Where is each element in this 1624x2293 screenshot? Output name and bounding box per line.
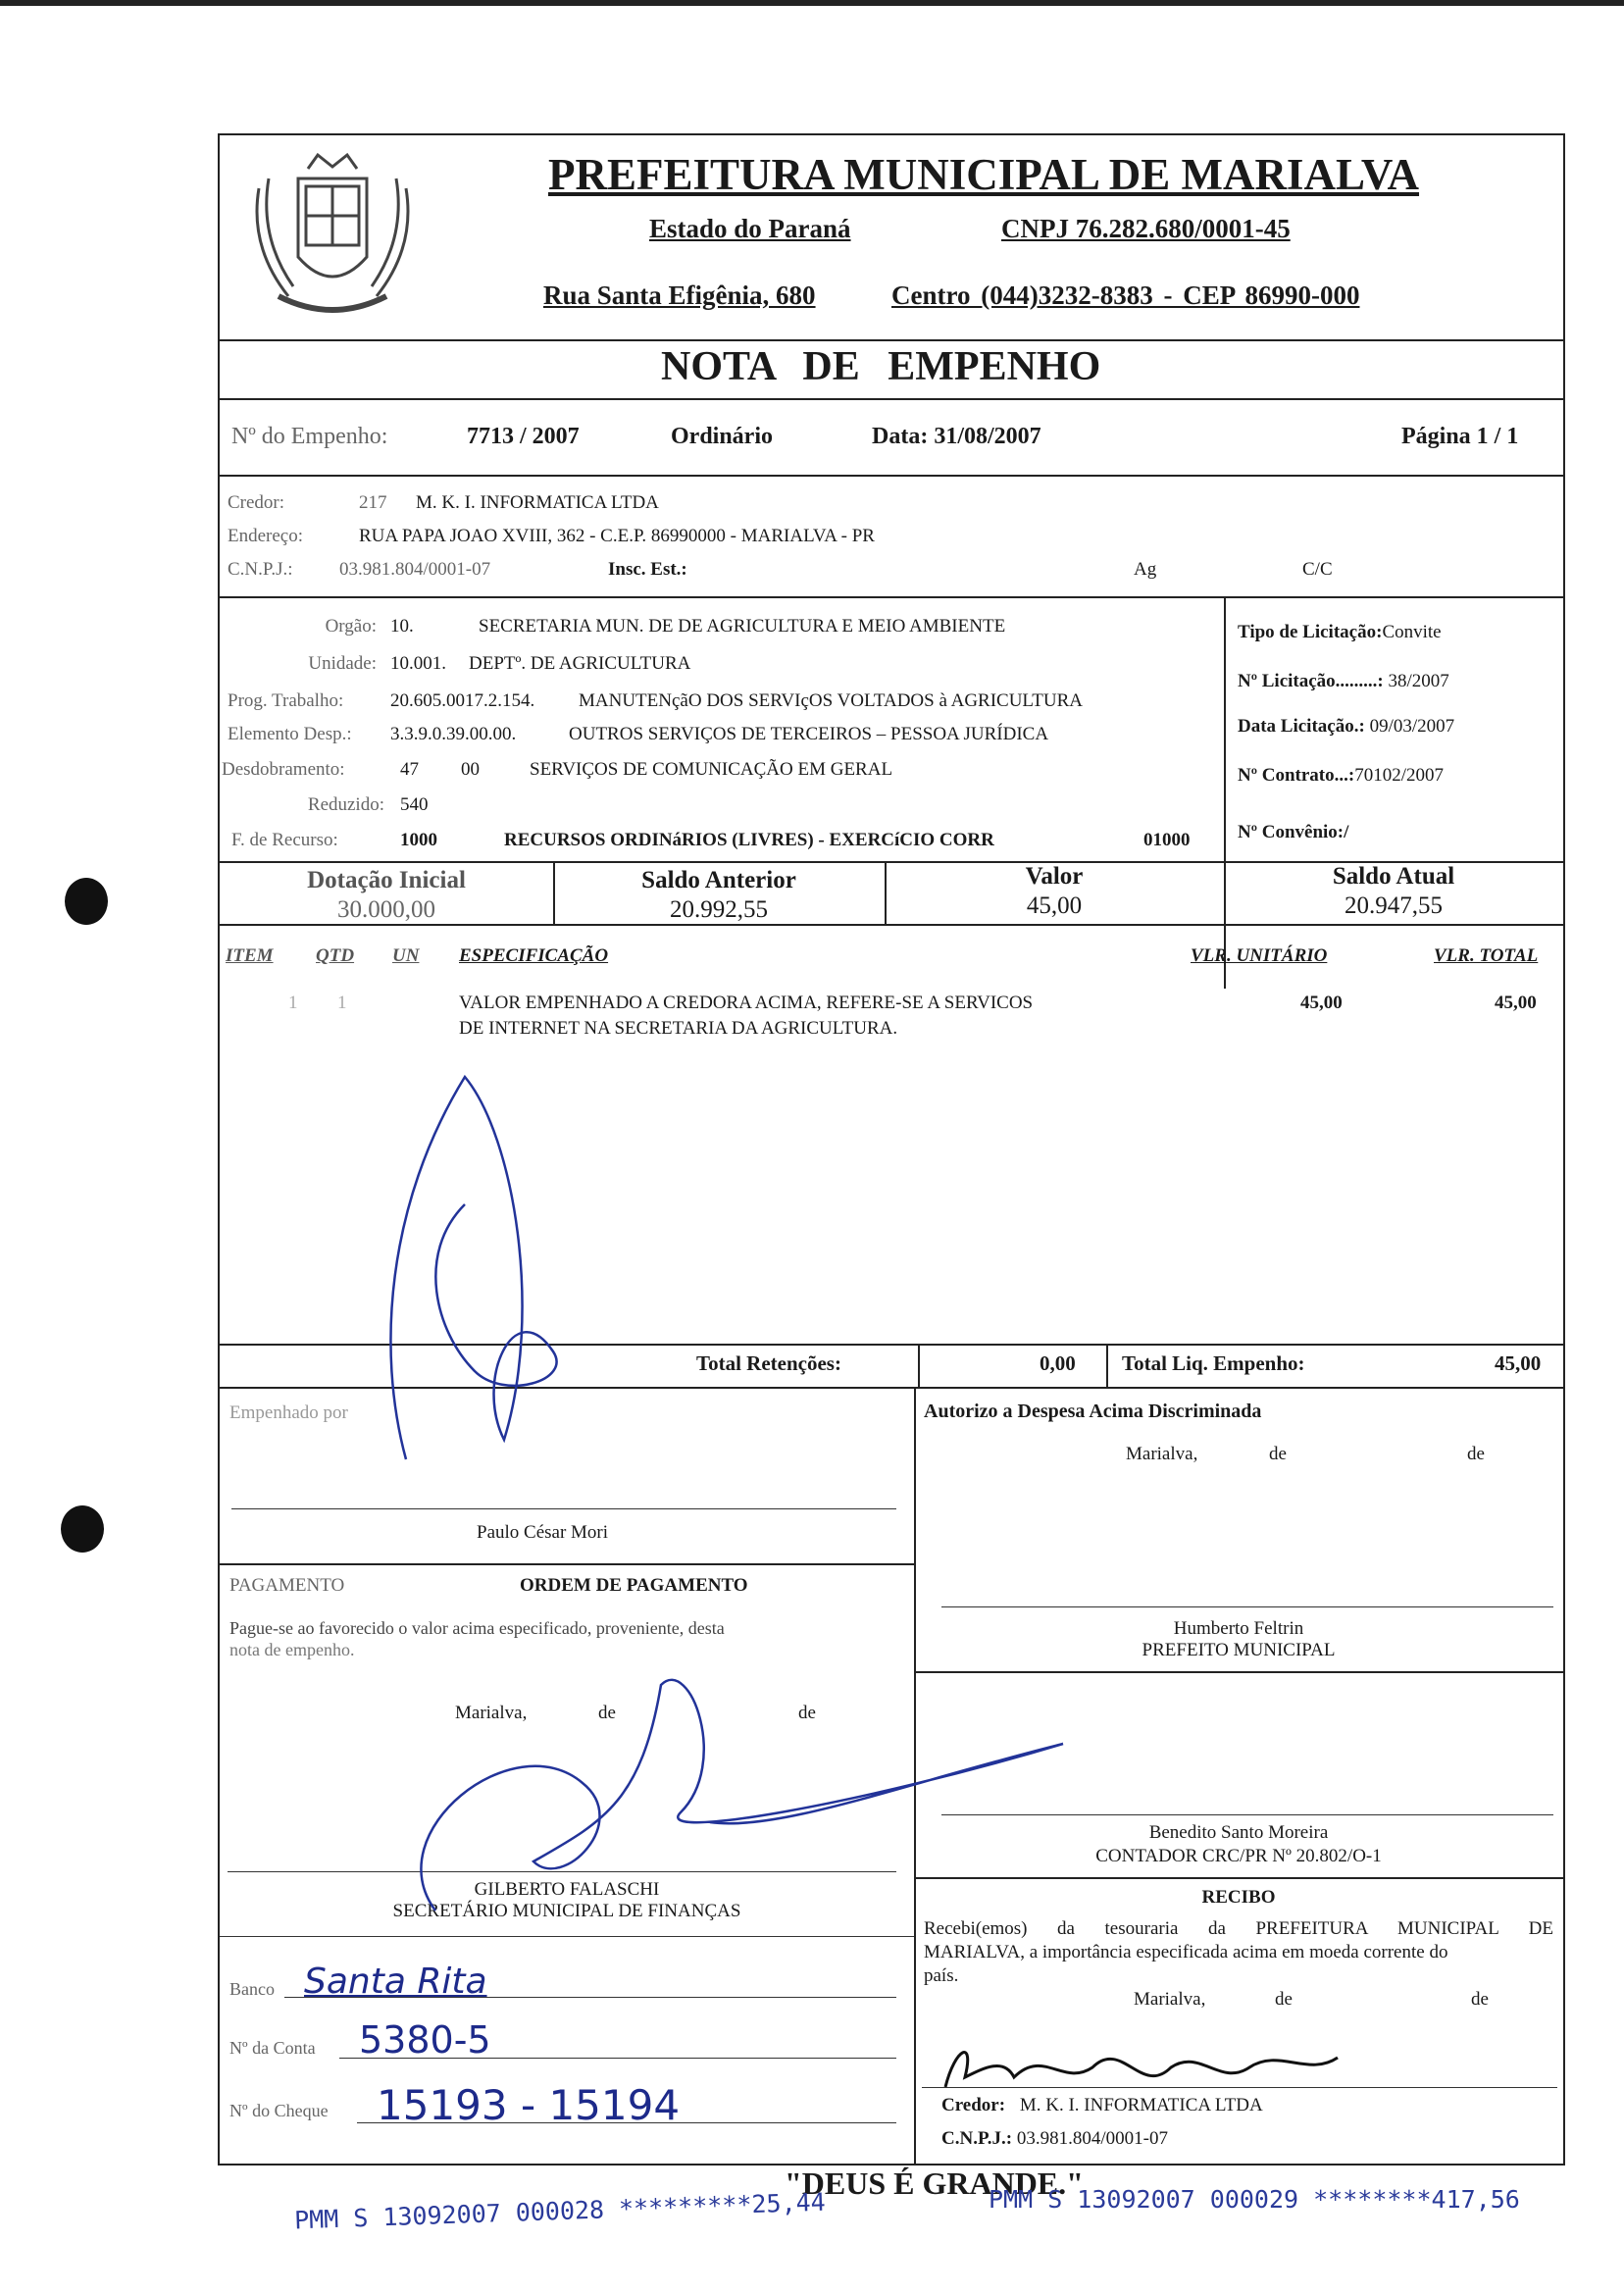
autorizo-de-1: de [1269,1444,1287,1464]
saldo-atual-value: 20.947,55 [1345,892,1443,919]
saldo-anterior-value: 20.992,55 [670,896,768,923]
num-licitacao [1238,671,1449,692]
saldo-atual-label: Saldo Atual [1332,863,1455,890]
autorizo-city: Marialva, [1126,1444,1198,1464]
desdobramento-code-1: 47 [400,759,419,780]
prog-label: Prog. Trabalho: [228,690,344,711]
total-retencoes-value: 0,00 [1040,1351,1076,1375]
empenho-type: Ordinário [671,424,774,449]
payment-stamp-2: PMM S 13092007 000029 ********417,56 [989,2185,1520,2214]
orgao-label: Orgão: [325,616,377,637]
pagamento-text-1: Pague-se ao favorecido o valor acima especificado, proveniente, desta [229,1618,725,1638]
autorizo-de-2: de [1467,1444,1485,1464]
recibo-cnpj-value: 03.981.804/0001-07 [1016,2128,1168,2149]
recibo-text-3: país. [924,1965,959,1986]
header-address: Rua Santa Efigênia, 680 [543,280,816,310]
data-licitacao-value: 09/03/2007 [1369,716,1455,737]
total-retencoes-label: Total Retenções: [696,1351,841,1375]
prog-code: 20.605.0017.2.154. [390,690,535,711]
signature-empenhado [357,1057,612,1469]
credor-cnpj: 03.981.804/0001-07 [339,559,491,580]
insc-label: Insc. Est.: [608,559,687,580]
fonte-recurso-code-2: 01000 [1143,830,1191,850]
recibo-de-1: de [1275,1989,1293,2010]
cheque-value: 15193 - 15194 [377,2081,681,2129]
header-contact: Centro (044)3232-8383 - CEP 86990-000 [891,280,1360,310]
autorizo-title: Autorizo a Despesa Acima Discriminada [924,1401,1262,1422]
reduzido-code: 540 [400,794,429,815]
elemento-label: Elemento Desp.: [228,724,352,744]
num-contrato-value: 70102/2007 [1354,765,1444,786]
saldo-anterior-label: Saldo Anterior [641,867,796,893]
empenho-number: 7713 / 2007 [467,424,580,449]
total-liq-label: Total Liq. Empenho: [1122,1351,1305,1375]
conta-label: Nº da Conta [229,2038,316,2058]
total-liq-value: 45,00 [1495,1351,1542,1375]
recibo-cnpj-label: C.N.P.J.: [941,2128,1013,2149]
col-especificacao: ESPECIFICAÇÃO [459,945,609,966]
col-item: ITEM [226,945,274,966]
secretario-role: SECRETÁRIO MUNICIPAL DE FINANÇAS [392,1901,741,1921]
dotacao-inicial-label: Dotação Inicial [307,867,466,893]
row-unit-value: 45,00 [1300,993,1343,1013]
tipo-licitacao-value: Convite [1382,622,1442,642]
banco-label: Banco [229,1979,275,1999]
num-convenio-label: Nº Convênio:/ [1238,822,1349,842]
credor-code: 217 [359,492,387,513]
punch-hole [65,878,108,925]
num-licitacao-value: 38/2007 [1388,671,1449,691]
top-border-shadow [0,0,1624,6]
credor-address: RUA PAPA JOAO XVIII, 362 - C.E.P. 86990000 - MARIALVA - PR [359,526,875,546]
row-total-value: 45,00 [1495,993,1537,1013]
pagamento-city: Marialva, [455,1703,528,1723]
fonte-recurso-name: RECURSOS ORDINáRIOS (LIVRES) - EXERCíCIO CORR [504,830,994,850]
cc-label: C/C [1302,559,1333,580]
nota-de-empenho-form [218,133,1565,2166]
pagamento-de-1: de [598,1703,616,1723]
desdobramento-code-2: 00 [461,759,480,780]
data-licitacao [1238,716,1454,738]
data-licitacao-label: Data Licitação.: [1238,716,1365,737]
secretario-name: GILBERTO FALASCHI [474,1879,660,1900]
cheque-label: Nº do Cheque [229,2101,329,2120]
elemento-name: OUTROS SERVIÇOS DE TERCEIROS – PESSOA JURÍDICA [569,724,1049,744]
footer-motto: "DEUS É GRANDE." [785,2166,1084,2201]
ag-label: Ag [1134,559,1157,580]
prefeito-name: Humberto Feltrin [1173,1618,1304,1639]
valor-label: Valor [1025,863,1084,890]
payment-stamp-1: PMM S 13092007 000028 *********25,44 [293,2187,827,2235]
orgao-name: SECRETARIA MUN. DE DE AGRICULTURA E MEIO AMBIENTE [479,616,1006,637]
empenho-page: Página 1 / 1 [1401,424,1519,449]
recibo-credor-label: Credor: [941,2095,1006,2115]
empenhado-por-name: Paulo César Mori [477,1522,609,1543]
credor-name: M. K. I. INFORMATICA LTDA [416,492,659,513]
cnpj-label: C.N.P.J.: [228,559,293,580]
elemento-code: 3.3.9.0.39.00.00. [390,724,517,744]
tipo-licitacao [1238,622,1442,643]
empenho-date: Data: 31/08/2007 [872,424,1041,449]
recibo-text-2: MARIALVA, a importância especificada acima em moeda corrente do [924,1942,1448,1962]
unidade-name: DEPTº. DE AGRICULTURA [469,653,691,674]
desdobramento-label: Desdobramento: [222,759,345,780]
recibo-de-2: de [1471,1989,1489,2010]
contador-name: Benedito Santo Moreira [1148,1822,1329,1843]
pagamento-de-2: de [798,1703,816,1723]
contador-role: CONTADOR CRC/PR Nº 20.802/O-1 [1095,1846,1382,1866]
punch-hole [61,1505,104,1553]
fonte-recurso-label: F. de Recurso: [231,830,338,850]
fonte-recurso-code: 1000 [400,830,437,850]
ordem-pagamento-title: ORDEM DE PAGAMENTO [520,1575,748,1596]
credor-label: Credor: [228,492,285,513]
valor-value: 45,00 [1026,892,1083,919]
dotacao-inicial-value: 30.000,00 [337,896,435,923]
empenhado-por-label: Empenhado por [229,1402,348,1423]
col-vlr-unitario: VLR. UNITÁRIO [1191,945,1328,966]
desdobramento-name: SERVIÇOS DE COMUNICAÇÃO EM GERAL [530,759,893,780]
num-contrato-label: Nº Contrato...: [1238,765,1355,786]
header-state: Estado do Paraná [649,214,851,243]
signature-credor [926,2028,1357,2107]
recibo-city: Marialva, [1134,1989,1206,2010]
recibo-title: RECIBO [1201,1887,1276,1908]
doc-title: NOTA DE EMPENHO [661,344,1101,389]
row-item: 1 [288,993,298,1013]
recibo-cnpj [941,2128,1168,2150]
recibo-credor-name: M. K. I. INFORMATICA LTDA [1019,2095,1263,2115]
col-qtd: QTD [316,945,355,966]
signature-secretario [357,1665,1102,1920]
prefeito-role: PREFEITO MUNICIPAL [1142,1640,1336,1660]
unidade-code: 10.001. [390,653,446,674]
recibo-text-1: Recebi(emos) da tesouraria da PREFEITURA MUNICIPAL DE [924,1918,1553,1939]
conta-value: 5380-5 [359,2018,491,2062]
tipo-licitacao-label: Tipo de Licitação: [1238,622,1383,642]
reduzido-label: Reduzido: [307,794,384,815]
header-title: PREFEITURA MUNICIPAL DE MARIALVA [548,150,1420,199]
orgao-code: 10. [390,616,414,637]
endereco-label: Endereço: [228,526,304,546]
prog-name: MANUTENçãO DOS SERVIçOS VOLTADOS à AGRICULTURA [579,690,1084,711]
row-spec-1: VALOR EMPENHADO A CREDORA ACIMA, REFERE-SE A SERVICOS [459,993,1034,1013]
pagamento-text-2: nota de empenho. [229,1640,355,1659]
pagamento-label: PAGAMENTO [229,1575,345,1596]
banco-value: Santa Rita [304,1962,487,2002]
header-cnpj: CNPJ 76.282.680/0001-45 [1001,214,1291,243]
row-spec-2: DE INTERNET NA SECRETARIA DA AGRICULTURA. [459,1018,898,1039]
col-vlr-total: VLR. TOTAL [1434,945,1539,966]
num-licitacao-label: Nº Licitação.........: [1238,671,1384,691]
unidade-label: Unidade: [308,653,377,674]
col-un: UN [392,945,420,966]
row-qtd: 1 [337,993,347,1013]
num-contrato [1238,765,1444,787]
municipal-coat-of-arms-icon [239,149,426,324]
empenho-label: Nº do Empenho: [231,424,388,449]
